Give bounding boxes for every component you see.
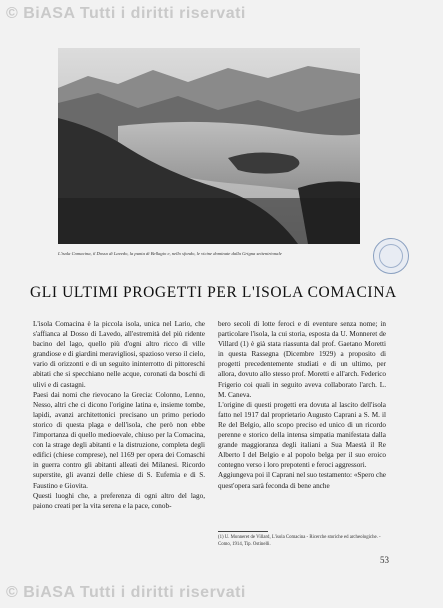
photo-caption: L'isola Comacina, il Dosso di Lavedo, la punta di Bellagio e, nello sfondo, le vicine dominate dalla Grigna settentrionale bbox=[58, 251, 282, 256]
right-column bbox=[218, 319, 386, 491]
article-title: GLI ULTIMI PROGETTI PER L'ISOLA COMACINA bbox=[30, 284, 397, 301]
paragraph: Paesi dai nomi che rievocano la Grecia: Colonno, Lenno, Nesso, altri che ci dicono l'origine latina e, insieme tombe, lapidi, avanzi architettonici precisano un primo periodo storico di questa plaga e dell'isola, che però non ebbe l'importanza di quello medioevale, chiuso per la Comacina, con la strage degli abitanti e la distruzione, completa degli edifici (chiese comprese), nel 1169 per opera dei Comaschi in guerra contro gli abitanti alleati dei Milanesi. Ricordo superstite, gli avanzi delle chiese di S. Eufemia e di S. Faustino e Giovita. bbox=[33, 390, 205, 490]
left-column bbox=[33, 319, 205, 511]
footnote-divider bbox=[218, 531, 268, 532]
watermark-bottom: © BiASA Tutti i diritti riservati bbox=[6, 584, 246, 601]
footnote: (1) U. Monneret de Villard, L'isola Comacina - Ricerche storiche ed archeologiche. - Como, 1914, Tip. Ostinelli. bbox=[218, 535, 381, 547]
paragraph: L'isola Comacina è la piccola isola, unica nel Lario, che s'affianca al Dosso di Lavedo, all'estremità del più ridente bacino del lago, quello più d'ogni altro ricco di ville grandiose e di giardini meravigliosi, spazioso verso il cielo, vario di orizzonti e di un seguito ininterrotto di pittoreschi abitati che si specchiano nelle acque, coronati da boschi di ulivi e di castagni. bbox=[33, 320, 205, 389]
watermark-top: © BiASA Tutti i diritti riservati bbox=[6, 5, 246, 22]
paragraph: bero secoli di lotte feroci e di eventure senza nome; in particolare l'isola, la cui storia, esposta da U. Monneret de Villard (1) è già stata riassunta dal prof. Gaetano Moretti in questa Rassegna (Dicembre 1929) a proposito di progetti precedentemente studiati e di un ultimo, per allora, dovuto allo stesso prof. Moretti e all'arch. Federico Frigerio coi quali in seguito aveva collaborato l'arch. L. M. Caneva. bbox=[218, 320, 386, 399]
paragraph: Questi luoghi che, a preferenza di ogni altro del lago, paiono creati per la vita serena e la pace, conob- bbox=[33, 491, 205, 510]
page-number: 53 bbox=[380, 555, 389, 565]
lake-photograph bbox=[58, 48, 360, 244]
paragraph: Aggiungeva poi il Caprani nel suo testamento: «Spero che quest'opera sarà feconda di bene anche bbox=[218, 471, 386, 490]
library-stamp-icon bbox=[373, 238, 409, 274]
paragraph: L'origine di questi progetti era dovuta al lascito dell'isola fatto nel 1917 dal proprietario Augusto Caprani a S. M. il Re del Belgio, allo scopo preciso ed unico di un ricordo perenne e storico della intensa simpatia manifestata dalla grande maggioranza degli italiani a Sua Maestà il Re Alberto I del Belgio e al popolo belga per il suo eroico contegno verso i loro prepotenti e feroci aggressori. bbox=[218, 400, 386, 470]
